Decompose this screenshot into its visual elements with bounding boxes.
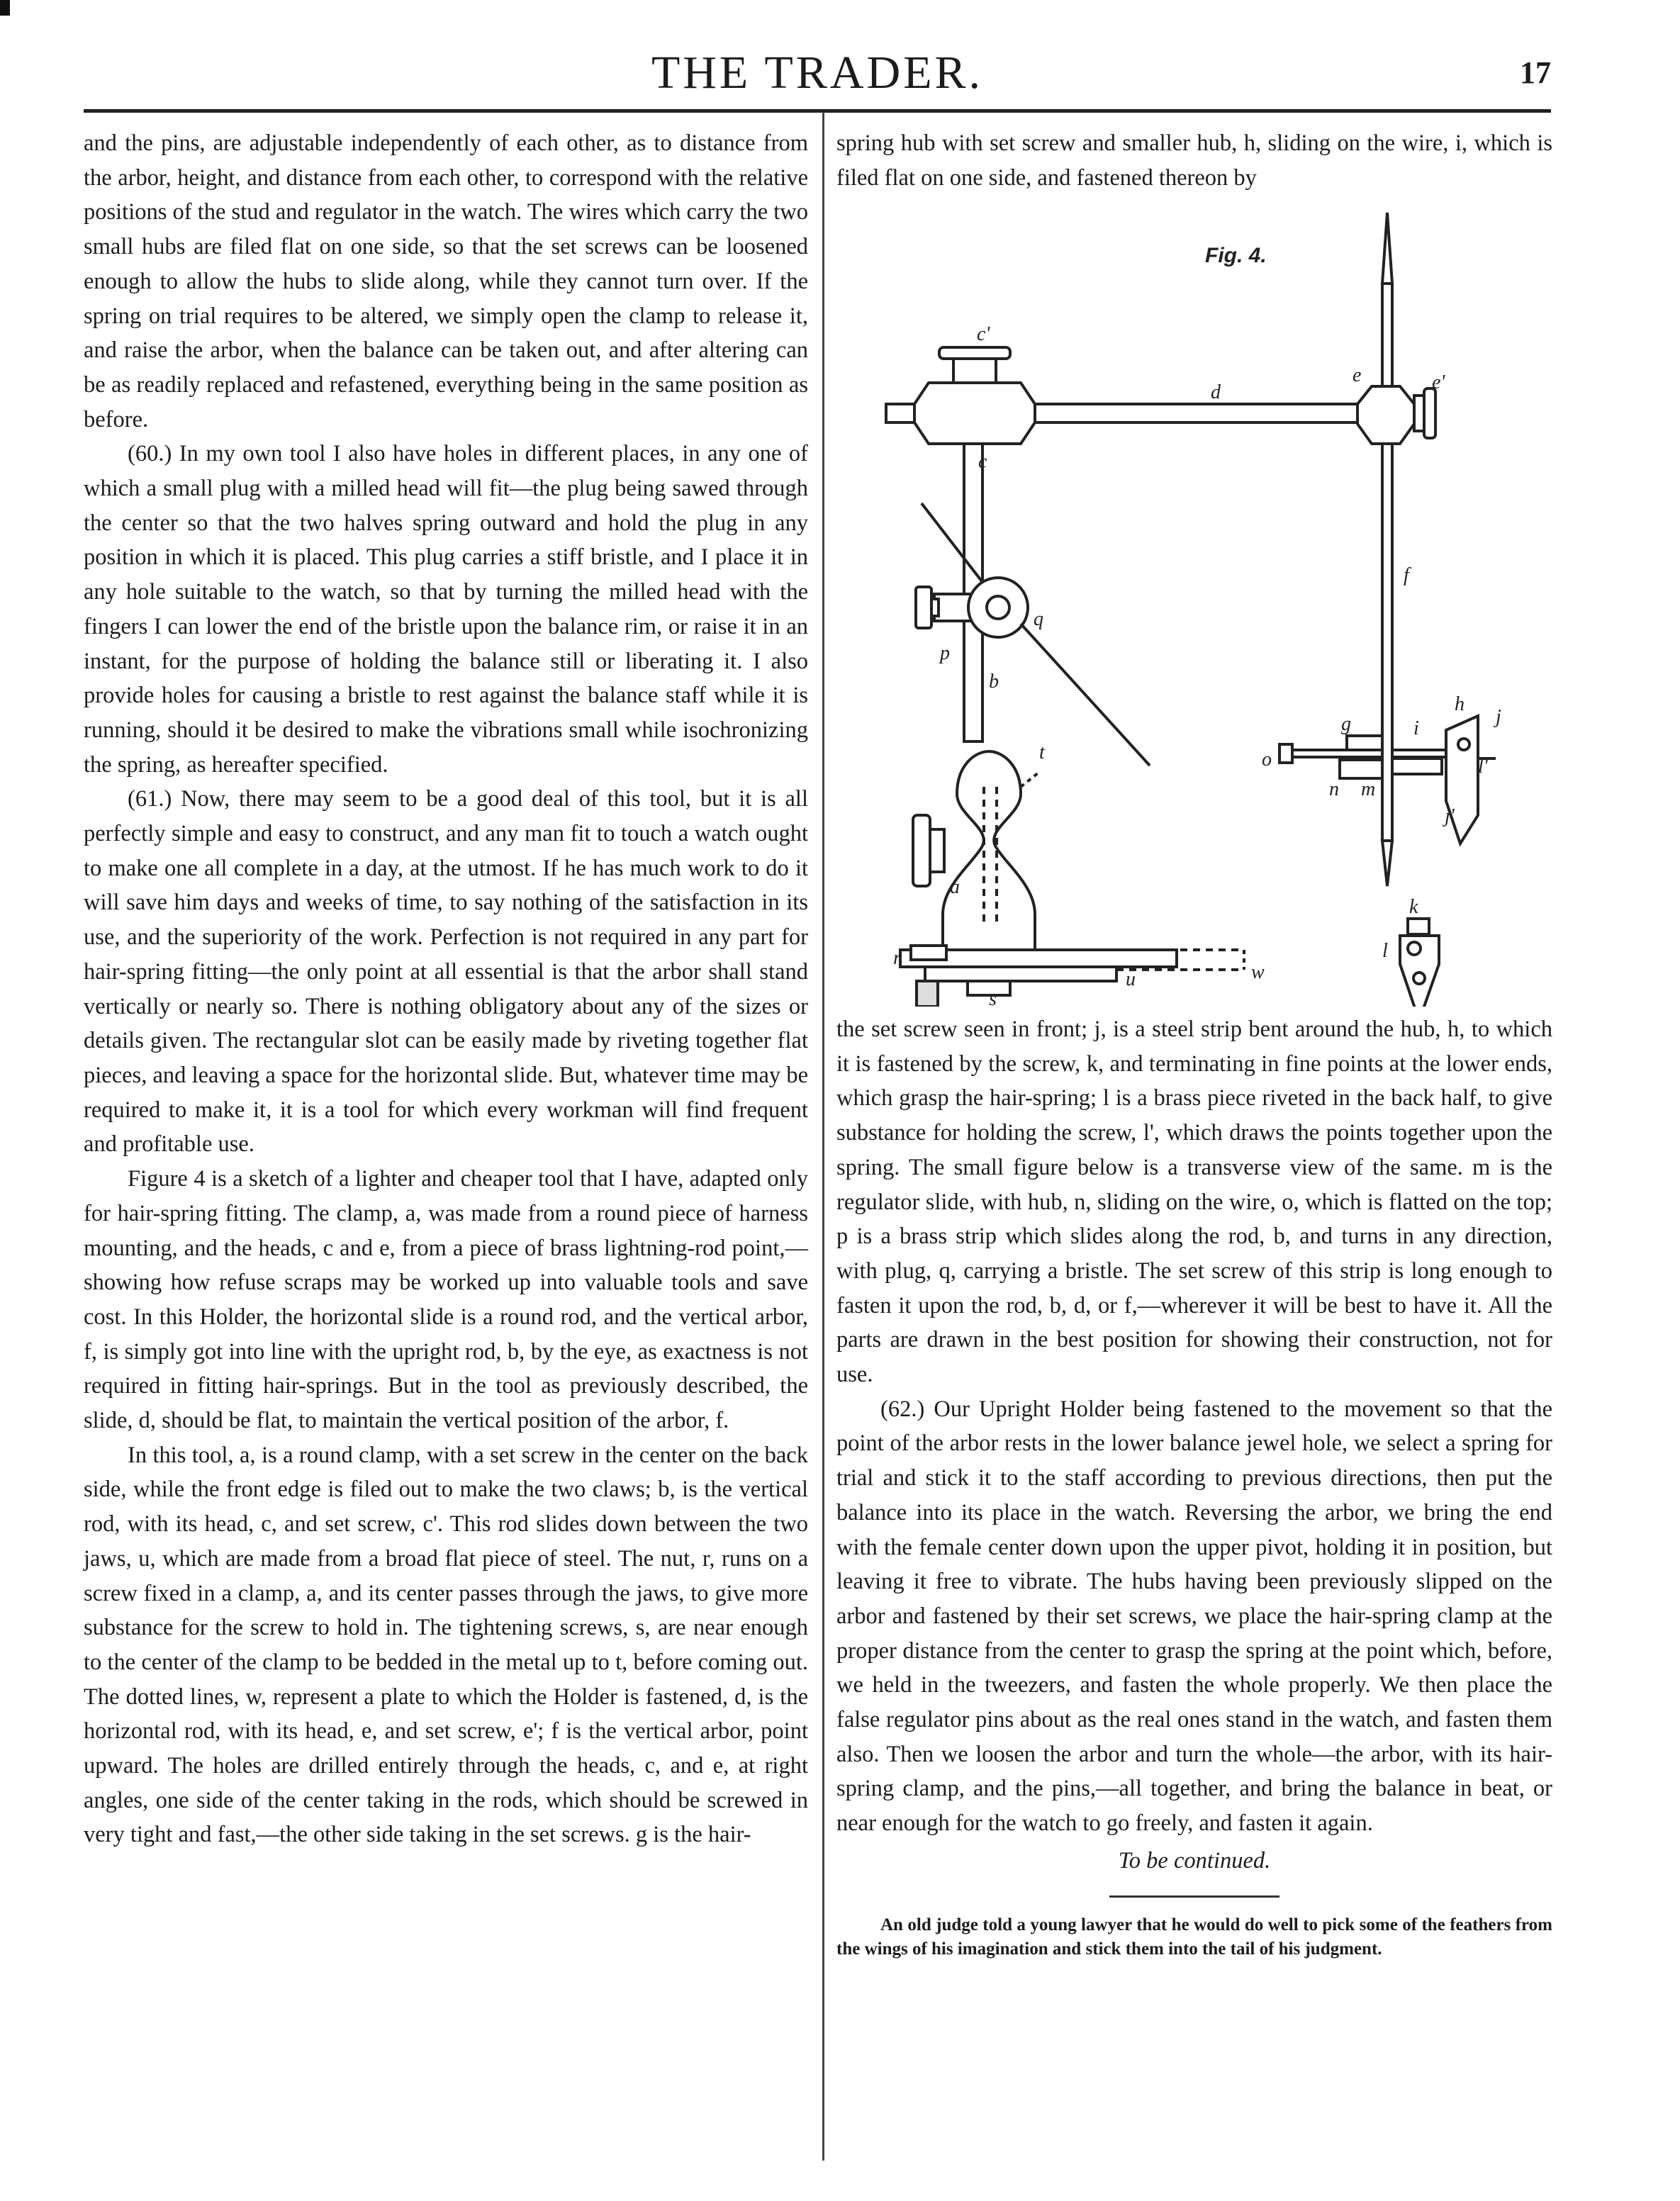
page-header [84, 41, 1551, 105]
fig-label-n: n [1329, 778, 1339, 800]
figure-caption: Fig. 4. [1205, 244, 1267, 267]
fig-label-r: r [893, 947, 901, 969]
left-column [84, 126, 808, 1852]
figure-4 [836, 206, 1552, 1007]
section-divider [1109, 1895, 1279, 1898]
header-rule [84, 109, 1551, 113]
page-number: 17 [1520, 55, 1551, 90]
fig-label-e: e [1353, 364, 1362, 386]
fig-label-s: s [989, 988, 997, 1007]
right-column-top [836, 126, 1552, 195]
fig-label-e-prime: e' [1432, 371, 1445, 393]
paragraph-continued: and the pins, are adjustable independently of each other, as to distance from the arbor, height, and distance from each other, to correspond with the relative positions of the stud and regulator in the watch. The wires which carry the two small hubs are filed flat on one side, so that the set screws can be loosened enough to allow the hubs to slide along, while they cannot turn over. If the spring on trial requires to be altered, we simply open the clamp to release it, and raise the arbor, when the balance can be taken out, and after altering can be as readily replaced and refastened, everything being in the same position as before. [84, 130, 808, 432]
fig-label-i: i [1413, 717, 1419, 739]
fig-label-d: d [1211, 381, 1221, 403]
paragraph-62: (62.) Our Upright Holder being fastened to the movement so that the point of the arbor rests in the lower balance jewel hole, we select a spring for trial and stick it to the staff according to previous directions, then put the balance into its place in the watch. Reversing the arbor, we bring the end with the female center down upon the upper pivot, holding it in position, but leaving it free to vibrate. The hubs having been previously slipped on the arbor and fastened by their set screws, we place the hair-spring clamp at the proper distance from the center to grasp the spring at the point which, before, we held in the tweezers, and fasten the whole properly. We then place the false regulator pins about as the real ones stand in the watch, and fasten them also. Then we loosen the arbor and turn the whole—the arbor, with its hair-spring clamp, and the pins,—all together, and bring the balance in beat, or near enough for the watch to go freely, and fasten it again. [836, 1396, 1552, 1837]
fig-label-h: h [1455, 693, 1465, 715]
right-column-bottom [836, 1012, 1552, 1961]
figure-4-drawing [836, 206, 1552, 1007]
paragraph-61: (61.) Now, there may seem to be a good deal of this tool, but it is all perfectly simple and easy to construct, and any man fit to touch a watch ought to make one all complete in a day, at the utmost. If he has much work to do it will save him days and weeks of time, to say nothing of the satisfaction in its use, and the superiority of the work. Perfection is not required in any part for hair-spring fitting—the only point at all essential is that the arbor shall stand vertically or nearly so. There is nothing obligatory about any of the sizes or details given. The rectangular slot can be easily made by riveting together flat pieces, and leaving a space for the horizontal slide. But, whatever time may be required to make it, it is a tool for which every workman will find frequent and profitable use. [84, 786, 808, 1158]
running-title: THE TRADER. [651, 47, 984, 99]
scan-corner-mark [0, 0, 10, 16]
fig-label-k: k [1409, 896, 1418, 918]
fig-label-w: w [1251, 961, 1265, 983]
fig-label-c: c [978, 451, 987, 473]
anecdote-filler: An old judge told a young lawyer that he would do well to pick some of the feathers from the wings of his imagination and stick them into the tail of his judgment. [836, 1915, 1552, 1959]
fig-label-c-prime: c' [977, 323, 990, 345]
fig-label-j-prime: j' [1445, 805, 1455, 827]
fig-label-t: t [1039, 741, 1045, 763]
fig-label-l: l [1382, 940, 1388, 962]
paragraph-figure-parts: the set screw seen in front; j, is a steel strip bent around the hub, h, to which it is fastened by the screw, k, and terminating in fine points at the lower ends, which grasp the hair-spring; l is a brass piece riveted in the back half, to give substance for holding the screw, l', which draws the points together upon the spring. The small figure below is a transverse view of the same. m is the regulator slide, with hub, n, sliding on the wire, o, which is flatted on the top; p is a brass strip which slides along the rod, b, and turns in any direction, with plug, q, carrying a bristle. The set screw of this strip is long enough to fasten it upon the rod, b, d, or f,—wherever it will be best to have it. All the parts are drawn in the best position for showing their construction, not for use. [836, 1017, 1552, 1388]
fig-label-b: b [989, 671, 999, 693]
paragraph-60: (60.) In my own tool I also have holes in different places, in any one of which a small plug with a milled head will fit—the plug being sawed through the center so that the two halves spring outward and hold the plug in any position in which it is placed. This plug carries a stiff bristle, and I place it in any hole suitable to the watch, so that by turning the milled head with the fingers I can lower the end of the bristle upon the balance rim, or raise it in an instant, for the purpose of holding the balance still or liberating it. I also provide holes for causing a bristle to rest against the balance staff while it is running, should it be desired to make the vibrations small while isochronizing the spring, as hereafter specified. [84, 441, 808, 778]
to-be-continued: To be continued. [1118, 1847, 1271, 1874]
fig-label-q: q [1034, 608, 1043, 630]
fig-label-f: f [1404, 564, 1409, 586]
paragraph-figure-4-intro: Figure 4 is a sketch of a lighter and cheaper tool that I have, adapted only for hair-spring fitting. The clamp, a, was made from a round piece of harness mounting, and the heads, c and e, from a piece of brass lightning-rod point,—showing how refuse scraps may be worked up into valuable tools and save cost. In this Holder, the horizontal slide is a round rod, and the vertical arbor, f, is simply got into line with the upright rod, b, by the eye, as exactness is not required in fitting hair-springs. But in the tool as previously described, the slide, d, should be flat, to maintain the vertical position of the arbor, f. [84, 1166, 808, 1434]
fig-label-a: a [950, 876, 960, 898]
fig-label-p: p [940, 642, 950, 664]
paragraph-hub-description: spring hub with set screw and smaller hub, h, sliding on the wire, i, which is filed flat on one side, and fastened thereon by [836, 130, 1552, 191]
fig-label-l-prime: l' [1478, 756, 1488, 778]
fig-label-j: j [1496, 706, 1501, 728]
fig-label-g: g [1341, 713, 1351, 735]
paragraph-tool-description: In this tool, a, is a round clamp, with a set screw in the center on the back side, while the front edge is filed out to make the two claws; b, is the vertical rod, with its head, c, and set screw, c'. This rod slides down between the two jaws, u, which are made from a broad flat piece of steel. The nut, r, runs on a screw fixed in a clamp, a, and its center passes through the jaws, to give more substance for the screw to hold in. The tightening screws, s, are near enough to the center of the clamp to be bedded in the metal up to t, before coming out. The dotted lines, w, represent a plate to which the Holder is fastened, d, is the horizontal rod, with its head, e, and set screw, e'; f is the vertical arbor, point upward. The holes are drilled entirely through the heads, c, and e, at right angles, one side of the center taking in the rods, which should be screwed in very tight and fast,—the other side taking in the set screws. g is the hair- [84, 1442, 808, 1848]
fig-label-u: u [1126, 968, 1136, 990]
column-rule [822, 112, 824, 2161]
fig-label-o: o [1262, 749, 1272, 771]
fig-label-m: m [1361, 778, 1376, 800]
